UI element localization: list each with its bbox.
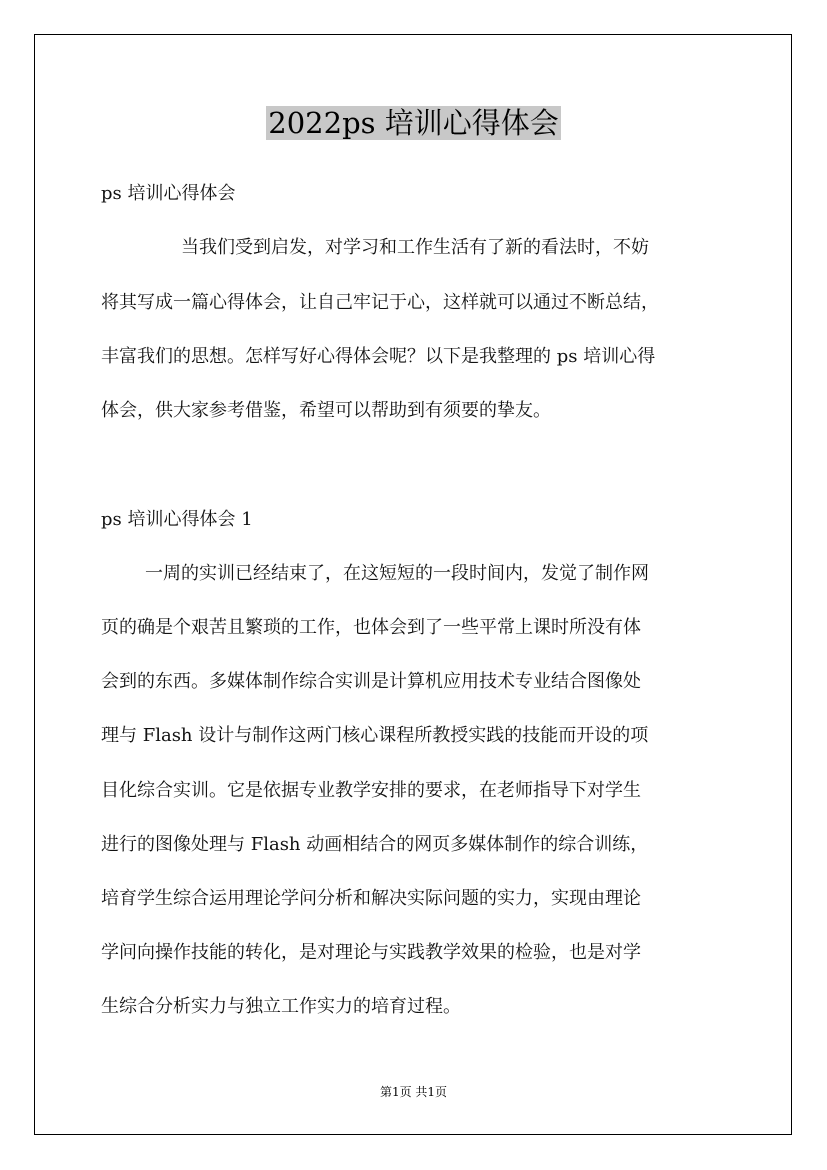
intro-line-1: 当我们受到启发，对学习和工作生活有了新的看法时，不妨 [181,237,649,258]
section1-line-7: 培育学生综合运用理论学问分析和解决实际问题的实力，实现由理论 [101,888,641,909]
section1-line-5: 目化综合实训。它是依据专业教学安排的要求，在老师指导下对学生 [101,780,641,801]
section1-heading: ps 培训心得体会 1 [101,509,253,530]
document-title [0,103,827,143]
section1-line-2: 页的确是个艰苦且繁琐的工作，也体会到了一些平常上课时所没有体 [101,617,641,638]
intro-heading: ps 培训心得体会 [101,183,236,204]
section1-line-8: 学问向操作技能的转化，是对理论与实践教学效果的检验，也是对学 [101,942,641,963]
section1-line-1: 一周的实训已经结束了，在这短短的一段时间内，发觉了制作网 [145,563,649,584]
intro-line-3: 丰富我们的思想。怎样写好心得体会呢？以下是我整理的 ps 培训心得 [101,346,656,367]
section1-line-3: 会到的东西。多媒体制作综合实训是计算机应用技术专业结合图像处 [101,671,641,692]
section1-line-9: 生综合分析实力与独立工作实力的培育过程。 [101,996,461,1017]
page-footer: 第1页 共1页 [379,1085,448,1099]
intro-line-2: 将其写成一篇心得体会，让自己牢记于心，这样就可以通过不断总结， [101,292,659,313]
document-title-text: 2022ps 培训心得体会 [268,106,559,140]
section1-line-4: 理与 Flash 设计与制作这两门核心课程所教授实践的技能而开设的项 [101,725,649,746]
section1-line-6: 进行的图像处理与 Flash 动画相结合的网页多媒体制作的综合训练， [101,834,649,855]
intro-line-4: 体会，供大家参考借鉴，希望可以帮助到有须要的挚友。 [101,400,551,421]
